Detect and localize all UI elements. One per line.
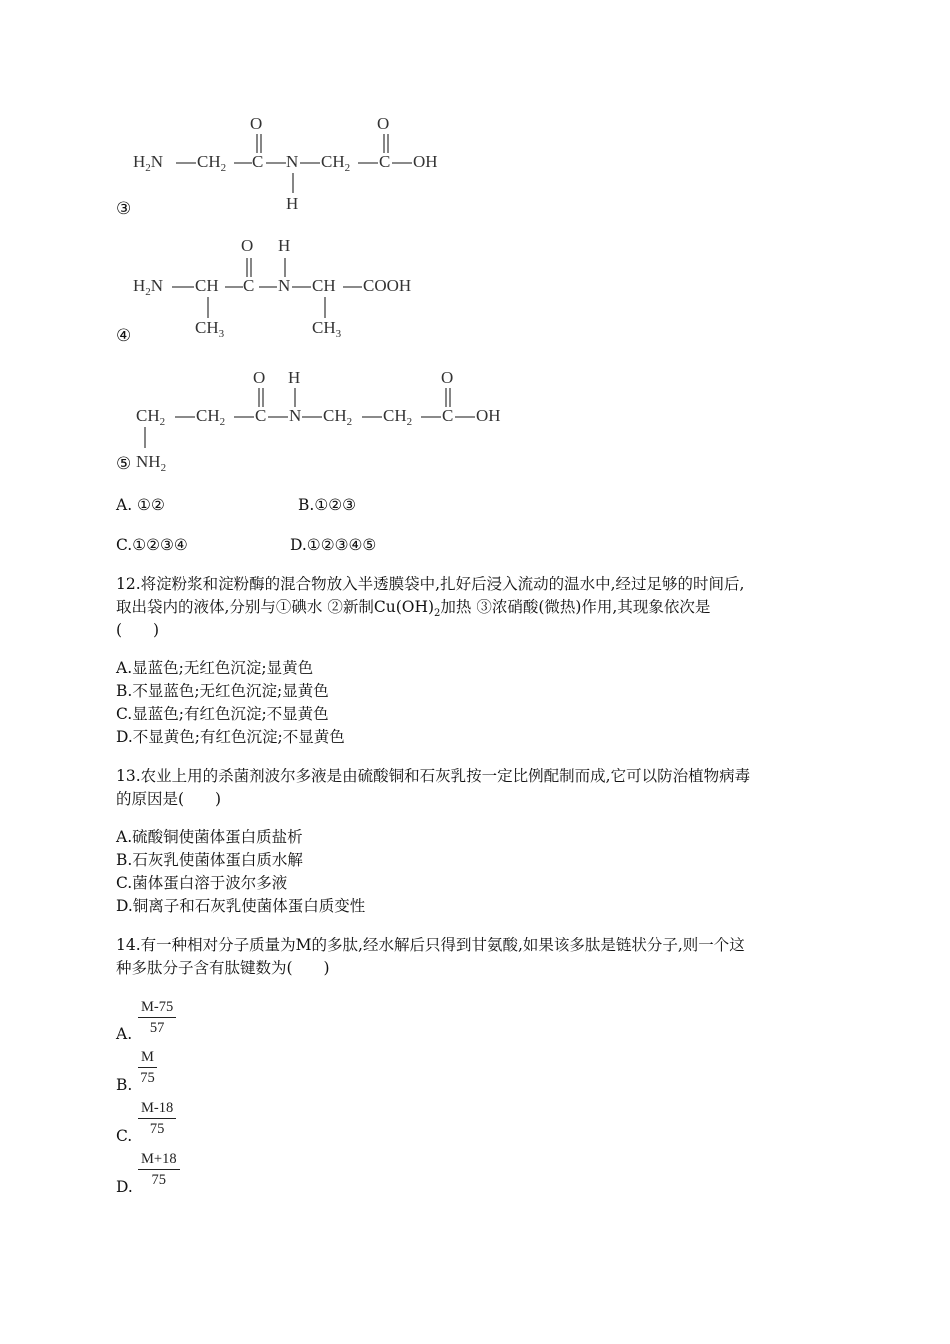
structure-4-carboxyl: COOH	[363, 276, 412, 295]
structure-4-carbon: C	[243, 276, 255, 295]
structure-4-hydrogen-top: H	[278, 236, 291, 255]
q14-option-d-fraction	[138, 1151, 180, 1189]
q14-option-c-fraction	[138, 1100, 176, 1138]
structure-3-carbon-1: C	[252, 152, 264, 171]
q13-stem-line-1: 13.农业上用的杀菌剂波尔多液是由硫酸铜和石灰乳按一定比例配制而成,它可以防治植物病毒	[116, 767, 751, 785]
q14-option-a-label: A.	[116, 1025, 133, 1043]
q12-option-a[interactable]: A.显蓝色;无红色沉淀;显黄色	[116, 659, 314, 677]
q14-stem-line-1: 14.有一种相对分子质量为M的多肽,经水解后只得到甘氨酸,如果该多肽是链状分子,则一个这	[116, 936, 745, 954]
denominator: 57	[149, 1020, 165, 1036]
structure-4-nitrogen: N	[278, 276, 291, 295]
q12-answer-blank: ( )	[116, 621, 160, 639]
q14-option-b-fraction	[138, 1049, 157, 1087]
q12-option-b[interactable]: B.不显蓝色;无红色沉淀;显黄色	[116, 682, 329, 700]
structure-4-methine-2: CH	[312, 276, 336, 295]
structure-4-methine-1: CH	[195, 276, 219, 295]
q13-option-a[interactable]: A.硫酸铜使菌体蛋白质盐析	[116, 828, 303, 846]
structure-4-amino-group: $H_2N$	[133, 276, 164, 298]
structure-5-carbon-2: C	[442, 406, 454, 425]
structure-5-hydroxyl: OH	[476, 406, 501, 425]
structure-3-hydrogen: H	[286, 194, 299, 213]
q13-option-b[interactable]: B.石灰乳使菌体蛋白质水解	[116, 851, 303, 869]
numerator: M	[138, 1049, 157, 1068]
structure-3-hydroxyl: OH	[413, 152, 438, 171]
q11-option-d[interactable]: D.①②③④⑤	[290, 536, 377, 554]
structure-4-oxygen: O	[241, 236, 254, 255]
denominator: 75	[140, 1070, 155, 1086]
q12-stem-line-1: 12.将淀粉浆和淀粉酶的混合物放入半透膜袋中,扎好后浸入流动的温水中,经过足够的时间后,	[116, 575, 745, 593]
q14-option-b-label: B.	[116, 1076, 133, 1094]
structure-5-oxygen-1: O	[253, 368, 266, 387]
structure-3-oxygen-2: O	[377, 114, 390, 133]
structure-5-methylene-3: $CH_2$	[323, 406, 353, 428]
structure-5-methylene-2: $CH_2$	[196, 406, 226, 428]
structure-3-carbon-2: C	[379, 152, 391, 171]
structure-3-marker: ③	[116, 199, 132, 219]
structure-5-methylene-1: $CH_2$	[136, 406, 166, 428]
q12-option-c[interactable]: C.显蓝色;有红色沉淀;不显黄色	[116, 705, 329, 723]
structure-4-marker: ④	[116, 326, 132, 346]
structure-3-methylene-2: $CH_2$	[321, 152, 351, 174]
structure-3-amino-group: $H_2N$	[133, 152, 164, 174]
denominator: 75	[149, 1121, 165, 1137]
structure-4-methyl-1: $CH_3$	[195, 318, 225, 340]
structure-5-amino-group: $NH_2$	[136, 452, 167, 474]
q14-stem-line-2: 种多肽分子含有肽键数为( )	[116, 959, 330, 977]
numerator: M-75	[138, 999, 176, 1018]
structure-5-hydrogen-top: H	[288, 368, 301, 387]
q11-option-b[interactable]: B.①②③	[298, 496, 357, 514]
structure-3-oxygen-1: O	[250, 114, 263, 133]
structure-5-methylene-4: $CH_2$	[383, 406, 413, 428]
denominator: 75	[151, 1172, 167, 1188]
q14-option-d-label: D.	[116, 1178, 133, 1196]
structure-5-oxygen-2: O	[441, 368, 454, 387]
structure-3-methylene-1: $CH_2$	[197, 152, 227, 174]
q13-option-d[interactable]: D.铜离子和石灰乳使菌体蛋白质变性	[116, 897, 366, 915]
structure-3-bonds	[0, 0, 950, 230]
q11-option-c[interactable]: C.①②③④	[116, 536, 188, 554]
q11-option-a[interactable]: A. ①②	[116, 496, 165, 514]
q14-option-a-fraction	[138, 999, 176, 1037]
structure-5-carbon-1: C	[255, 406, 267, 425]
q13-option-c[interactable]: C.菌体蛋白溶于波尔多液	[116, 874, 288, 892]
structure-4-methyl-2: $CH_3$	[312, 318, 342, 340]
q12-option-d[interactable]: D.不显黄色;有红色沉淀;不显黄色	[116, 728, 345, 746]
numerator: M-18	[138, 1100, 176, 1119]
numerator: M+18	[138, 1151, 180, 1170]
q12-stem-line-2: 取出袋内的液体,分别与①碘水 ②新制$Cu(OH)_2$加热 ③浓硝酸(微热)作用,其现象依次是	[116, 598, 711, 619]
structure-3-nitrogen: N	[286, 152, 299, 171]
q14-option-c-label: C.	[116, 1127, 133, 1145]
structure-5-marker: ⑤	[116, 454, 132, 474]
q13-stem-line-2: 的原因是( )	[116, 790, 222, 808]
structure-5-nitrogen: N	[289, 406, 302, 425]
